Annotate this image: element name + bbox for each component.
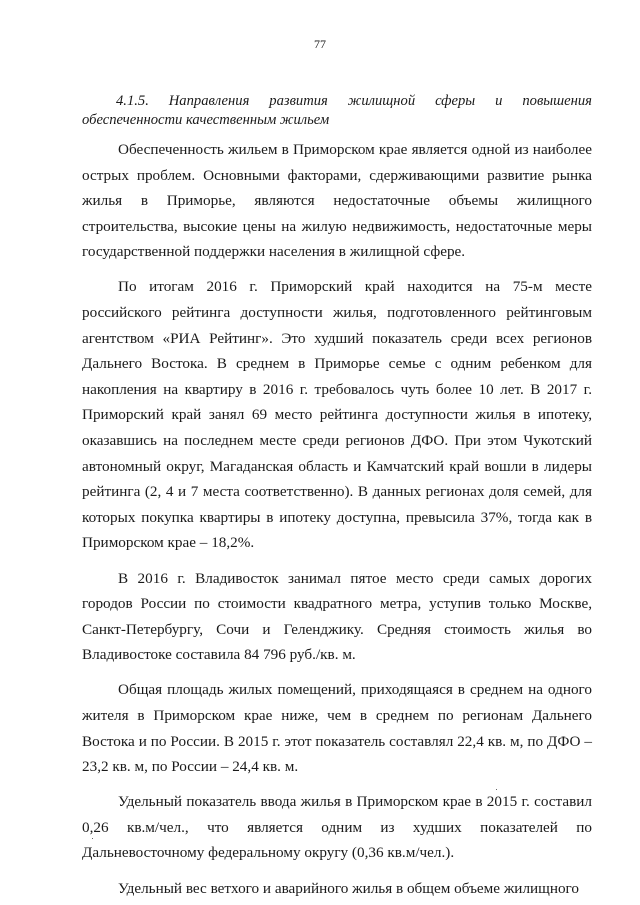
paragraph-vladivostok-prices: В 2016 г. Владивосток занимал пятое место среди самых дорогих городов России по стоимости квадратного метра, уступив только Москве, Санкт-Петербургу, Сочи и Геленджику. Средняя стоимость жилья во Владивостоке составила 84 796 руб./кв. м. [82,569,592,664]
heading-word: повышения [522,93,592,109]
paragraph-dilapidated-housing: Удельный вес ветхого и аварийного жилья в общем объеме жилищного [118,879,580,897]
paragraph-living-area: Общая площадь жилых помещений, приходящаяся в среднем на одного жителя в Приморском крае ниже, чем в среднем по регионам Дальнего Востока и по России. В 2015 г. этот показатель составлял 22,4 кв. м, по ДФО – 23,2 кв. м, по России – 24,4 кв. м. [82,681,592,776]
heading-word: сферы [435,93,476,109]
section-heading [82,92,592,130]
section-number: 4.1.5. [116,93,149,109]
paragraph-affordability-rating: По итогам 2016 г. Приморский край находится на 75-м месте российского рейтинга доступности жилья, подготовленного рейтинговым агентством «РИА Рейтинг». Это худший показатель среди всех регионов Дальнего Востока. В среднем в Приморье семье с одним ребенком для накопления на квартиру в 2016 г. требовалось чуть более 10 лет. В 2017 г. Приморский край занял 69 место рейтинга доступности жилья в ипотеку, оказавшись на последнем месте среди регионов ДФО. При этом Чукотский автономный округ, Магаданская область и Камчатский край вошли в лидеры рейтинга (2, 4 и 7 места соответственно). В данных регионах доля семей, для которых покупка квартиры в ипотеку доступна, превысила 37%, тогда как в Приморском крае – 18,2%. [82,278,592,552]
section-heading-line-1 [82,92,592,111]
paragraph-housing-commissioning: Удельный показатель ввода жилья в Приморском крае в 2015 г. составил 0,26 кв.м/чел., что является одним из худших показателей по Дальневосточному федеральному округу (0,36 кв.м/чел.). [82,793,592,862]
paragraph-housing-provision: Обеспеченность жильем в Приморском крае является одной из наиболее острых проблем. Основными факторами, сдерживающими развитие рынка жилья в Приморье, являются недостаточные объемы жилищного строительства, высокие цены на жилую недвижимость, недостаточные меры государственной поддержки населения в жилищной сфере. [82,141,592,261]
scan-speck [92,838,93,839]
heading-word: жилищной [347,93,416,109]
heading-word: Направления [168,93,250,109]
scan-speck [496,789,497,790]
page-number: 77 [314,37,326,51]
heading-word: и [495,93,503,109]
heading-word: развития [269,93,328,109]
section-heading-line-2: обеспеченности качественным жильем [82,112,330,128]
body-text [82,137,592,901]
